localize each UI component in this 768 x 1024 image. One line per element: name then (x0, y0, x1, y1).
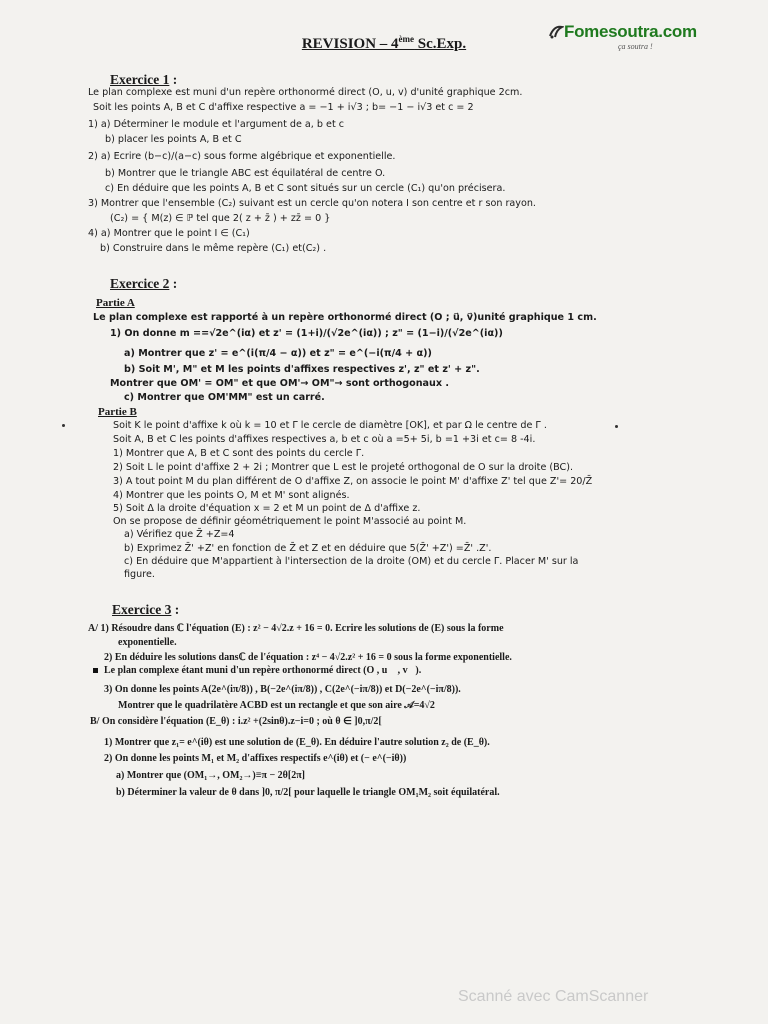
logo-mark-icon (548, 24, 564, 40)
scan-dot (62, 424, 65, 427)
logo-text: Fomesoutra.com (564, 22, 697, 41)
ex3-line: 2) En déduire les solutions dansℂ de l'équation : z⁴ − 4√2.z² + 16 = 0 sous la forme exponentielle. (104, 652, 512, 663)
ex2a-line: a) Montrer que z' = e^(i(π/4 − α)) et z" = e^(−i(π/4 + α)) (124, 348, 432, 359)
ex2a-line: c) Montrer que OM'MM" est un carré. (124, 392, 325, 403)
ex3-line: a) Montrer que (OM₁→, OM₂→)≡π − 2θ[2π] (116, 770, 305, 781)
ex2a-line: b) Soit M', M" et M les points d'affixes respectives z', z" et z' + z". (124, 364, 480, 375)
partie-b-heading: Partie B (98, 406, 137, 418)
ex3-line: 1) Montrer que z₁= e^(iθ) est une solution de (E_θ). En déduire l'autre solution z₂ de (E_θ). (104, 737, 490, 748)
ex3-line: Le plan complexe étant muni d'un repère orthonormé direct (O , u⃗ , v⃗). (104, 665, 422, 676)
ex2b-line: On se propose de définir géométriquement le point M'associé au point M. (113, 516, 467, 527)
title-end: Sc.Exp. (414, 36, 467, 52)
ex2b-line: 2) Soit L le point d'affixe 2 + 2i ; Montrer que L est le projeté orthogonal de O sur la droite (BC). (113, 462, 574, 473)
ex2a-line: 1) On donne m ==√2e^(iα) et z' = (1+i)/(√2e^(iα)) ; z" = (1−i)/(√2e^(iα)) (110, 328, 503, 339)
ex1-line: 3) Montrer que l'ensemble (C₂) suivant est un cercle qu'on notera I son centre et r son rayon. (88, 198, 536, 209)
exercise-2-title: Exercice 2 : (110, 276, 178, 291)
ex1-line: 4) a) Montrer que le point I ∈ (C₁) (88, 228, 250, 239)
camscanner-watermark: Scanné avec CamScanner (458, 988, 649, 1005)
ex1-line: b) placer les points A, B et C (105, 134, 242, 145)
ex2b-line: b) Exprimez Z̄' +Z' en fonction de Z̄ et Z et en déduire que 5(Z̄' +Z') =Z̄' .Z'. (124, 543, 492, 554)
ex1-line: Le plan complexe est muni d'un repère orthonormé direct (O, u, v) d'unité graphique 2cm. (88, 87, 523, 98)
ex2b-line: Soit A, B et C les points d'affixes respectives a, b et c où a =5+ 5i, b =1 +3i et c= 8 -4i. (113, 434, 536, 445)
title-sup: ème (398, 34, 415, 44)
ex2b-line: a) Vérifiez que Z̄ +Z=4 (124, 529, 235, 540)
ex2b-line: 1) Montrer que A, B et C sont des points du cercle Γ. (113, 448, 365, 459)
ex1-line: (C₂) = { M(z) ∈ ℙ tel que 2( z + z̄ ) + zz̄ = 0 } (110, 213, 331, 224)
ex2b-line: 3) A tout point M du plan différent de O d'affixe Z, on associe le point M' d'affixe Z' tel que Z'= 20/Z̄ (113, 476, 593, 487)
ex2a-line: Le plan complexe est rapporté à un repère orthonormé direct (O ; u⃗, v⃗)unité graphique 1 cm. (93, 312, 597, 323)
bullet-square (93, 668, 98, 673)
ex1-line: 1) a) Déterminer le module et l'argument de a, b et c (88, 119, 345, 130)
exercise-1-title: Exercice 1 : (110, 72, 178, 87)
ex3-line: exponentielle. (118, 637, 177, 648)
ex1-line: 2) a) Ecrire (b−c)/(a−c) sous forme algébrique et exponentielle. (88, 151, 396, 162)
ex2a-line: Montrer que OM' = OM" et que OM'→ OM"→ sont orthogonaux . (110, 378, 450, 389)
ex3-line: b) Déterminer la valeur de θ dans ]0, π/2[ pour laquelle le triangle OM₁M₂ soit équilatéral. (116, 787, 500, 798)
ex2b-line: figure. (124, 569, 155, 580)
title-main: REVISION – 4 (301, 36, 399, 52)
partie-a-heading: Partie A (96, 297, 135, 309)
exercise-3-title: Exercice 3 : (112, 602, 180, 617)
scan-dot (615, 425, 618, 428)
ex1-line: b) Construire dans le même repère (C₁) et(C₂) . (100, 243, 327, 254)
ex3-line: B/ On considère l'équation (E_θ) : i.z² +(2sinθ).z−i=0 ; où θ ∈ ]0,π/2[ (90, 716, 382, 727)
ex1-line: Soit les points A, B et C d'affixe respective a = −1 + i√3 ; b= −1 − i√3 et c = 2 (93, 102, 474, 113)
ex3-line: Montrer que le quadrilatère ACBD est un rectangle et que son aire 𝒜=4√2 (118, 700, 435, 711)
fomesoutra-logo (548, 22, 728, 56)
ex2b-line: c) En déduire que M'appartient à l'intersection de la droite (OM) et du cercle Γ. Placer M' sur la (124, 556, 579, 567)
logo-tagline: ça soutra ! (618, 42, 653, 51)
ex1-line: b) Montrer que le triangle ABC est équilatéral de centre O. (105, 168, 386, 179)
ex2b-line: 4) Montrer que les points O, M et M' sont alignés. (113, 490, 350, 501)
ex3-line: 3) On donne les points A(2e^(iπ/8)) , B(−2e^(iπ/8)) , C(2e^(−iπ/8)) et D(−2e^(−iπ/8)). (104, 684, 461, 695)
ex2b-line: Soit K le point d'affixe k où k = 10 et Γ le cercle de diamètre [OK], et par Ω le centre de Γ . (113, 420, 547, 431)
ex3-line: 2) On donne les points M₁ et M₂ d'affixes respectifs e^(iθ) et (− e^(−iθ)) (104, 753, 407, 764)
ex2b-line: 5) Soit Δ la droite d'équation x = 2 et M un point de Δ d'affixe z. (113, 503, 421, 514)
ex1-line: c) En déduire que les points A, B et C sont situés sur un cercle (C₁) qu'on précisera. (105, 183, 506, 194)
ex3-line: A/ 1) Résoudre dans ℂ l'équation (E) : z² − 4√2.z + 16 = 0. Ecrire les solutions de (E) sous la forme (88, 623, 504, 634)
